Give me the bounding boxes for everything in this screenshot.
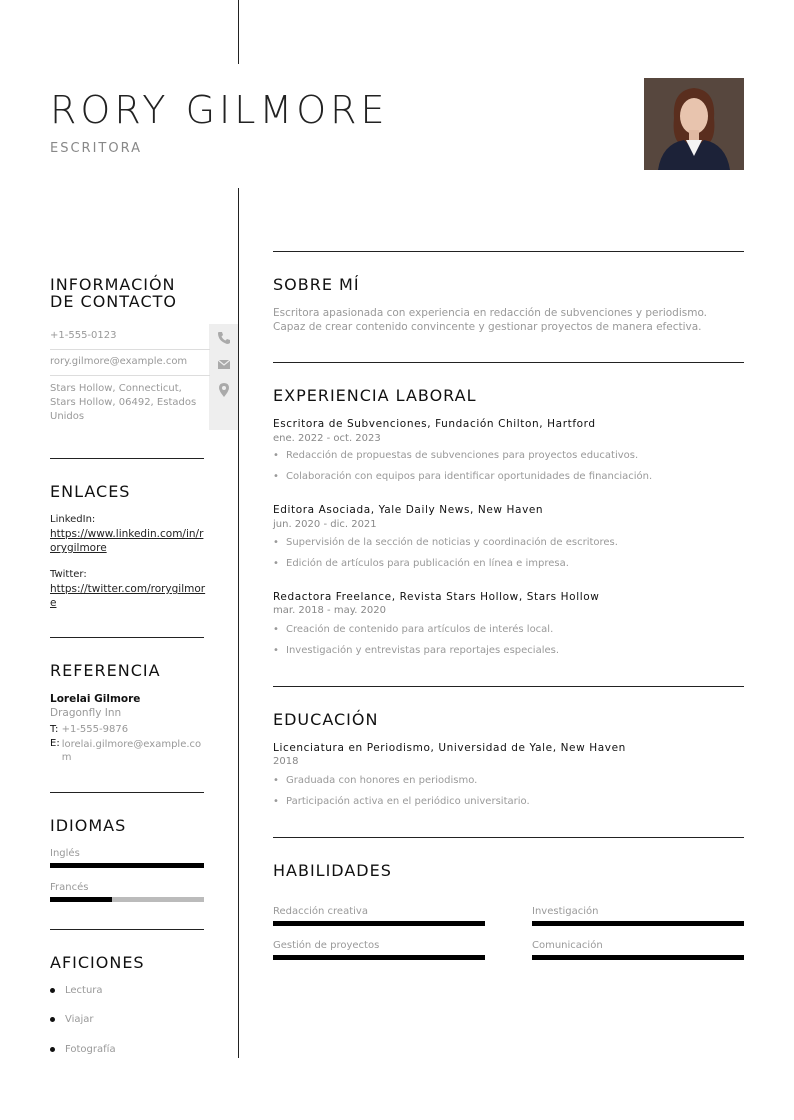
contact-address: Stars Hollow, Connecticut, Stars Hollow, 06492, Estados Unidos: [50, 383, 197, 422]
job-bullet: [273, 558, 569, 569]
email-icon: [216, 356, 232, 372]
skill-name: Investigación: [532, 906, 599, 917]
hobby-item: [50, 1044, 116, 1055]
section-divider: [273, 837, 744, 838]
bullet-dot-icon: •: [273, 537, 279, 548]
bullet-dot-icon: [50, 1047, 55, 1052]
reference-email: [50, 738, 204, 764]
bullet-dot-icon: •: [273, 624, 279, 635]
bullet-dot-icon: •: [273, 450, 279, 461]
job-date: mar. 2018 - may. 2020: [273, 605, 387, 616]
job-bullet: [273, 537, 618, 548]
twitter-link[interactable]: https://twitter.com/rorygilmore: [50, 583, 206, 609]
languages-section-title: IDIOMAS: [50, 816, 127, 835]
bullet-dot-icon: [50, 988, 55, 993]
reference-name: Lorelai Gilmore: [50, 693, 141, 705]
hobby-item: [50, 985, 103, 996]
contact-title-line1: INFORMACIÓN: [50, 275, 176, 294]
bullet-text: Colaboración con equipos para identificar oportunidades de financiación.: [286, 471, 653, 482]
contact-icon-column: [209, 324, 238, 430]
contact-phone[interactable]: +1-555-0123: [50, 330, 117, 341]
section-divider: [273, 362, 744, 363]
job-title: Escritora de Subvenciones, Fundación Chilton, Hartford: [273, 418, 596, 430]
education-section-title: EDUCACIÓN: [273, 710, 379, 729]
skills-section-title: HABILIDADES: [273, 861, 392, 880]
hobby-label: Viajar: [65, 1014, 94, 1025]
education-year: 2018: [273, 756, 299, 767]
contact-separator: [50, 349, 210, 350]
section-divider: [273, 686, 744, 687]
location-icon: [216, 382, 232, 398]
about-text-line2: Capaz de crear contenido convincente y gestionar proyectos de manera efectiva.: [273, 321, 702, 333]
job-title: Redactora Freelance, Revista Stars Hollow, Stars Hollow: [273, 591, 600, 603]
job-bullet: [273, 471, 652, 482]
section-divider: [50, 458, 204, 459]
job-bullet: [273, 624, 553, 635]
job-title: Editora Asociada, Yale Daily News, New Haven: [273, 504, 544, 516]
reference-company: Dragonfly Inn: [50, 707, 122, 719]
contact-email[interactable]: rory.gilmore@example.com: [50, 356, 188, 367]
bullet-dot-icon: •: [273, 796, 279, 807]
column-divider-line: [238, 188, 239, 1058]
reference-email-label: E:: [50, 738, 60, 749]
language-name: Francés: [50, 882, 89, 893]
bullet-text: Investigación y entrevistas para reportajes especiales.: [286, 645, 560, 656]
bullet-text: Edición de artículos para publicación en línea e impresa.: [286, 558, 569, 569]
bullet-text: Redacción de propuestas de subvenciones para proyectos educativos.: [286, 450, 639, 461]
candidate-name: RORY GILMORE: [50, 88, 389, 132]
profile-photo: [644, 78, 744, 170]
skill-level-bar: [273, 955, 485, 960]
bullet-dot-icon: •: [273, 775, 279, 786]
bullet-dot-icon: [50, 1017, 55, 1022]
job-date: jun. 2020 - dic. 2021: [273, 519, 377, 530]
reference-phone: [50, 724, 128, 735]
language-level-bar: [50, 897, 112, 902]
skill-name: Redacción creativa: [273, 906, 368, 917]
contact-title-line2: DE CONTACTO: [50, 292, 177, 311]
skill-level-bar: [532, 921, 744, 926]
job-date: ene. 2022 - oct. 2023: [273, 433, 381, 444]
section-divider: [50, 637, 204, 638]
education-bullet: [273, 775, 477, 786]
reference-phone-label: T:: [50, 724, 59, 735]
section-divider: [50, 792, 204, 793]
contact-separator: [50, 375, 210, 376]
job-bullet: [273, 450, 638, 461]
about-text-line1: Escritora apasionada con experiencia en redacción de subvenciones y periodismo.: [273, 307, 708, 319]
about-section-title: SOBRE MÍ: [273, 275, 360, 294]
section-divider: [50, 929, 204, 930]
phone-icon: [216, 330, 232, 346]
skill-name: Comunicación: [532, 940, 603, 951]
linkedin-label: LinkedIn:: [50, 514, 96, 525]
hobbies-section-title: AFICIONES: [50, 953, 145, 972]
bullet-dot-icon: •: [273, 471, 279, 482]
bullet-text: Participación activa en el periódico universitario.: [286, 796, 530, 807]
reference-section-title: REFERENCIA: [50, 661, 161, 680]
experience-section-title: EXPERIENCIA LABORAL: [273, 386, 477, 405]
top-divider-line: [238, 0, 239, 64]
linkedin-link[interactable]: https://www.linkedin.com/in/rorygilmore: [50, 528, 204, 554]
education-degree: Licenciatura en Periodismo, Universidad de Yale, New Haven: [273, 742, 626, 754]
skill-level-bar: [273, 921, 485, 926]
hobby-item: [50, 1014, 94, 1025]
job-bullet: [273, 645, 559, 656]
reference-email-value[interactable]: lorelai.gilmore@example.com: [61, 739, 202, 763]
bullet-text: Graduada con honores en periodismo.: [286, 775, 478, 786]
language-name: Inglés: [50, 848, 80, 859]
skill-level-bar: [532, 955, 744, 960]
bullet-dot-icon: •: [273, 645, 279, 656]
hobby-label: Lectura: [65, 985, 103, 996]
contact-section-title: [50, 276, 177, 310]
skill-name: Gestión de proyectos: [273, 940, 380, 951]
bullet-text: Supervisión de la sección de noticias y coordinación de escritores.: [286, 537, 618, 548]
language-level-bar: [50, 863, 204, 868]
twitter-label: Twitter:: [50, 569, 87, 580]
education-bullet: [273, 796, 530, 807]
section-divider: [273, 251, 744, 252]
bullet-dot-icon: •: [273, 558, 279, 569]
hobby-label: Fotografía: [65, 1044, 116, 1055]
reference-phone-value[interactable]: +1-555-9876: [61, 724, 129, 735]
candidate-role: ESCRITORA: [50, 141, 142, 156]
links-section-title: ENLACES: [50, 482, 131, 501]
bullet-text: Creación de contenido para artículos de interés local.: [286, 624, 554, 635]
